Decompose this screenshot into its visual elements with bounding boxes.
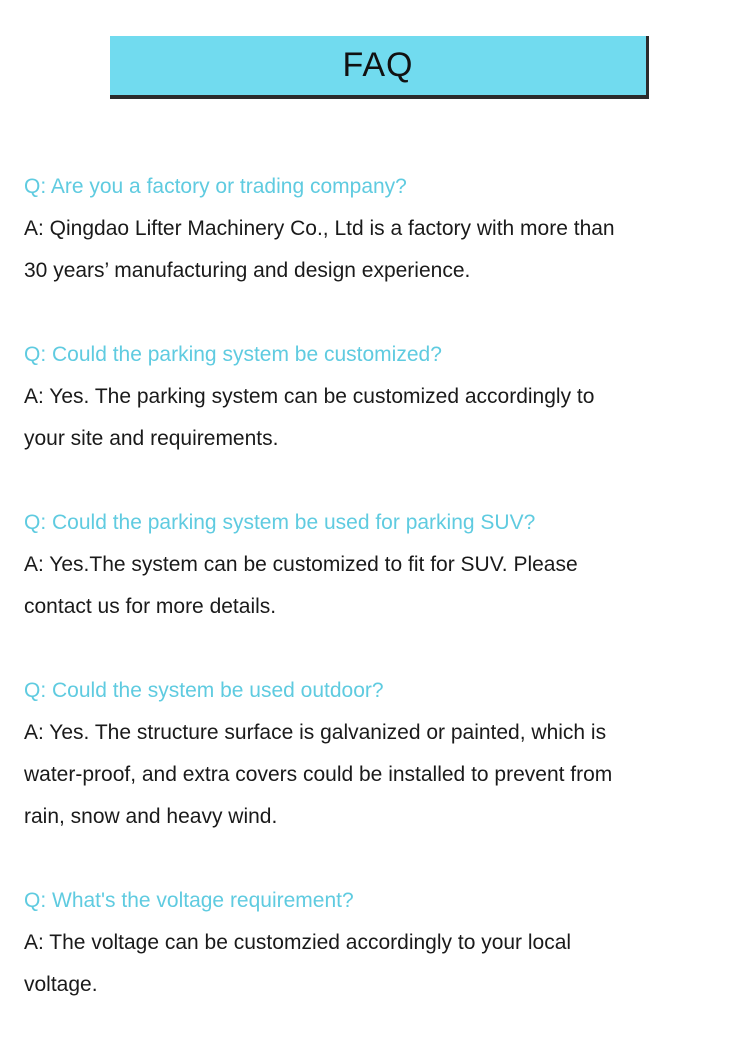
faq-answer-line: your site and requirements.	[24, 427, 279, 450]
faq-question: Q: Could the parking system be used for parking SUV?	[24, 511, 536, 534]
faq-item	[24, 334, 724, 460]
faq-item	[24, 502, 724, 628]
faq-item	[24, 166, 724, 292]
faq-answer-line: A: Yes.The system can be customized to fit for SUV. Please	[24, 553, 578, 576]
faq-answer-line: voltage.	[24, 973, 98, 996]
faq-answer-line: contact us for more details.	[24, 595, 277, 618]
faq-question: Q: Could the parking system be customized?	[24, 343, 442, 366]
faq-answer	[24, 376, 724, 460]
faq-answer-line: rain, snow and heavy wind.	[24, 805, 278, 828]
faq-answer-line: A: Yes. The structure surface is galvanized or painted, which is	[24, 721, 607, 744]
faq-question: Q: What's the voltage requirement?	[24, 889, 354, 912]
faq-answer	[24, 922, 724, 1006]
faq-answer-line: A: Yes. The parking system can be customized accordingly to	[24, 385, 595, 408]
faq-list	[24, 166, 724, 1048]
faq-answer	[24, 208, 724, 292]
faq-answer-line: A: The voltage can be customzied accordingly to your local	[24, 931, 572, 954]
faq-answer	[24, 712, 724, 838]
faq-question: Q: Are you a factory or trading company?	[24, 175, 407, 198]
faq-answer-line: 30 years’ manufacturing and design experience.	[24, 259, 471, 282]
faq-header-banner	[110, 36, 649, 99]
faq-answer	[24, 544, 724, 628]
faq-item	[24, 670, 724, 838]
faq-question: Q: Could the system be used outdoor?	[24, 679, 384, 702]
page-title: FAQ	[342, 46, 414, 84]
faq-answer-line: water-proof, and extra covers could be installed to prevent from	[24, 763, 613, 786]
faq-answer-line: A: Qingdao Lifter Machinery Co., Ltd is a factory with more than	[24, 217, 615, 240]
faq-item	[24, 880, 724, 1006]
